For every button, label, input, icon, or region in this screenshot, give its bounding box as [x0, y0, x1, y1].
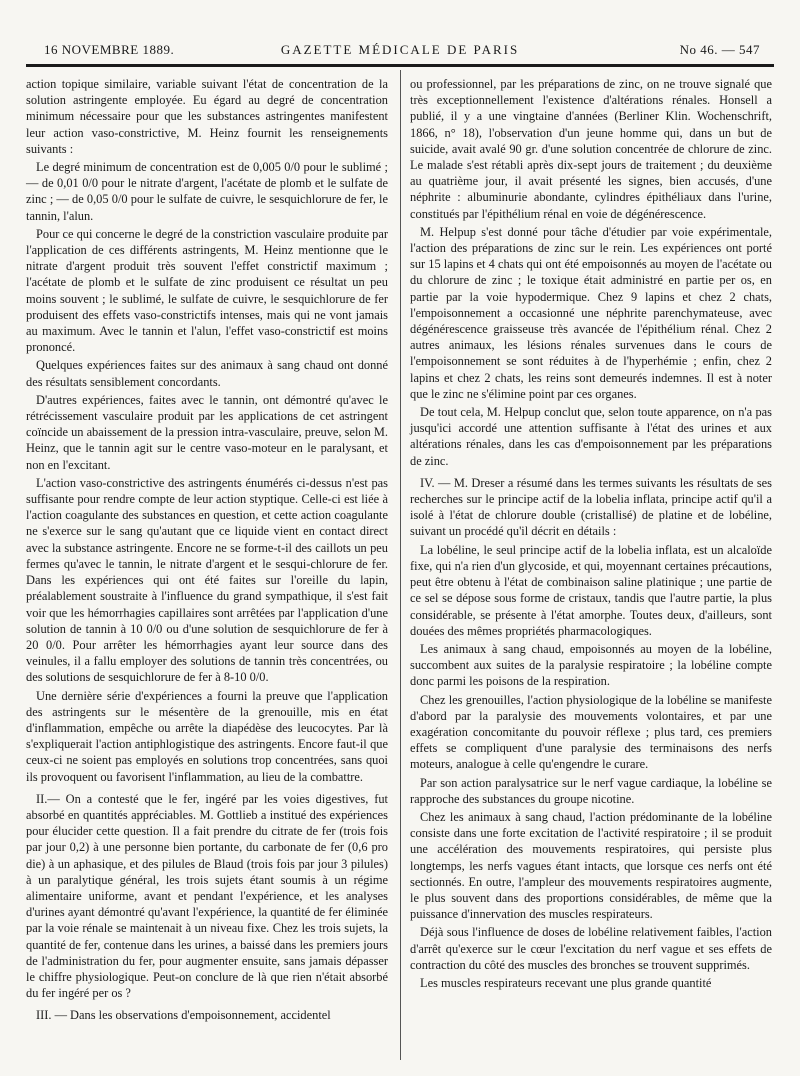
paragraph: La lobéline, le seul principe actif de la lobelia inflata, est un alcaloïde fixe, qui n'a rien d'un glycoside, et qui, moyennant certaines précautions, peut être obtenu à l'état de combinaison saline platinique ; une partie de ce sel se dépose sous forme de cristaux, tandis que l'autre partie, la plus considérable, se présente à l'état amorphe. Toutes deux, d'ailleurs, sont douées des mêmes propriétés pharmacologiques. — [410, 542, 772, 638]
paragraph: L'action vaso-constrictive des astringents énumérés ci-dessus n'est pas suffisante pour rendre compte de leur action styptique. Celle-ci est liée à l'action coagulante des substances en question, et cette action coagulante ne s'exerce sur le sang qu'autant que ce liquide vient en contact direct avec la substance astringente. Encore ne se forme-t-il des caillots un peu fermes qu'avec le tannin, le nitrate d'argent et le sesqui-chlorure de fer. Dans les expériences qui ont été faites sur l'oreille du lapin, préalablement soustraite à l'influence du grand sympathique, il s'est fait voir que les hémorrhagies capillaires sont arrêtées par l'application d'une solution de tannin à 10 0/0 ou d'une solution de sesquichlorure de fer à 20 0/0. Pour arrêter les hémorrhagies ayant leur source dans des veinules, il a fallu employer des solutions de tannin très concentrées, ou des solutions de sesquichlorure de fer à 8-10 0/0. — [26, 475, 388, 685]
page-header — [26, 42, 774, 66]
paragraph: Déjà sous l'influence de doses de lobéline relativement faibles, l'action d'arrêt qu'exerce sur le cœur l'excitation du nerf vague et ses effets de contraction du côté des muscles des bronches se trouvent supprimés. — [410, 925, 772, 972]
section-ii-paragraph: II.— On a contesté que le fer, ingéré par les voies digestives, fut absorbé en quantités appréciables. M. Gottlieb a institué des expériences pour élucider cette question. Il a fait prendre du citrate de fer (trois fois par jour 0,2) à une personne bien portante, du carbonate de fer (0,6 pro die) à un aphasique, et des pilules de Blaud (trois fois par jour 3 pilules) à un paralytique général, les trois sujets étant soumis à un régime alimentaire uniforme, avant et pendant l'expérience, et les analyses d'urines ayant démontré qu'avant l'expérience, la quantité de fer éliminée par la voie rénale se maintenait à un niveau fixe. Chez les trois sujets, la quantité de fer, contenue dans les urines, a baissé dans les premiers jours de l'administration du fer, pour augmenter ensuite, sans jamais dépasser le chiffre physiologique. Peut-on conclure de là que rien n'était absorbé du fer ingéré per os ? — [26, 791, 388, 1001]
paragraph: ou professionnel, par les préparations de zinc, on ne trouve signalé que très exceptionnellement l'existence d'altérations rénales. Honsell a publié, il y a une vingtaine d'années (Berliner Klin. Wochenschrift, 1866, n° 18), l'observation d'un jeune homme qui, dans un but de suicide, avait avalé 90 gr. d'une solution concentrée de chlorure de zinc. Le malade s'est rétabli après dix-sept jours de traitement ; du deuxième au quatrième jour, il avait présenté les signes, bien accusés, d'une néphrite : albuminurie abondante, cylindres épithéliaux dans l'urine, constitués par l'épithélium rénal en voie de dégénérescence. — [410, 77, 772, 221]
paragraph: Pour ce qui concerne le degré de la constriction vasculaire produite par l'application de ces différents astringents, M. Heinz mentionne que le nitrate d'argent produit très souvent l'effet constrictif maximum ; l'acétate de plomb et le sulfate de zinc produisent ce résultat un peu moins souvent ; le sublimé, le sulfate de cuivre, le sesquichlorure de fer produisent des effets vaso-constrictifs intenses, mais qui ne vont jamais au maximum. Avec le tannin et l'alun, l'effet vaso-constrictif est moins prononcé. — [26, 226, 388, 355]
paragraph: Une dernière série d'expériences a fourni la preuve que l'application des astringents sur le mésentère de la grenouille, mis en état d'inflammation, empêche ou arrête la diapédèse des leucocytes. Par là s'expliquerait l'action antiphlogistique des astringents. Encore faut-il que ceux-ci ne soient pas employés en solutions trop concentrées, sans quoi ils provoquent ou favorisent l'inflammation, au lieu de la combattre. — [26, 688, 388, 784]
paragraph: Quelques expériences faites sur des animaux à sang chaud ont donné des résultats sensiblement concordants. — [26, 358, 388, 389]
journal-title: GAZETTE MÉDICALE DE PARIS — [280, 42, 520, 57]
paragraph: Les animaux à sang chaud, empoisonnés au moyen de la lobéline, succombent aux suites de la paralysie respiratoire ; la lobéline compte donc parmi les poisons de la respiration. — [410, 641, 772, 689]
paragraph: Chez les grenouilles, l'action physiologique de la lobéline se manifeste d'abord par la paralysie des mouvements volontaires, et par une exagération concomitante du pouvoir réflexe ; plus tard, ces premiers effets se compliquent d'une paralysie des terminaisons des nerfs moteurs, analogue à celle qu'engendre le curare. — [410, 692, 772, 772]
header-rule — [26, 64, 774, 67]
paragraph: D'autres expériences, faites avec le tannin, ont démontré qu'avec le rétrécissement vasculaire produit par les applications de cet astringent coïncide un abaissement de la pression intra-vasculaire, preuve, selon M. Heinz, que le tannin agit sur le centre vaso-moteur en le paralysant, et non en l'excitant. — [26, 392, 388, 472]
left-column — [26, 76, 388, 1026]
paragraph: De tout cela, M. Helpup conclut que, selon toute apparence, on n'a pas jusqu'ici accordé une attention suffisante à l'état des urines et aux altérations rénales, dans les cas d'empoisonnement par les préparations de zinc. — [410, 405, 772, 468]
paragraph: M. Helpup s'est donné pour tâche d'étudier par voie expérimentale, l'action des préparations de zinc sur le rein. Les expériences ont porté sur 15 lapins et 4 chats qui ont été empoisonnés au moyen de l'acétate ou du chlorure de zinc ; le toxique était administré en partie per os, en partie par la voie hypodermique. Chez 9 lapins et chez 2 chats, l'empoisonnement a occasionné une néphrite parenchymateuse, avec dégénérescence graisseuse très avancée de l'épithélium rénal. Chez 2 autres animaux, les lésions rénales survenues dans le cours de l'empoisonnement se sont réduites à de l'hyperhémie ; enfin, chez 2 lapins et chez 2 chats, les reins sont demeurés indemnes. Il est à noter que le zinc ne s'élimine point par ces organes. — [410, 224, 772, 401]
section-iv-paragraph: IV. — M. Dreser a résumé dans les termes suivants les résultats de ses recherches sur le principe actif de la lobelia inflata, principe actif qu'il a isolé à l'état de chlorure double (cristallisé) de platine et de lobéline, suivant un procédé qu'il décrit en détails : — [410, 475, 772, 539]
paragraph: Par son action paralysatrice sur le nerf vague cardiaque, la lobéline se rapproche des substances du groupe nicotine. — [410, 775, 772, 806]
right-column — [410, 76, 772, 993]
paragraph: Chez les animaux à sang chaud, l'action prédominante de la lobéline consiste dans une forte excitation de l'activité respiratoire ; il se produit une accélération des mouvements respiratoires, qui persiste plus longtemps, les nerfs vagues étant intacts, que lorsque ces nerfs ont été sectionnés. En outre, l'ampleur des mouvements respiratoires augmente, le plus souvent dans des proportions considérables, de même que la puissance d'innervation des muscles respirateurs. — [410, 809, 772, 922]
paragraph: Les muscles respirateurs recevant une plus grande quantité — [420, 975, 712, 990]
section-iii-start: III. — Dans les observations d'empoisonnement, accidentel — [36, 1008, 331, 1023]
issue-date: 16 NOVEMBRE 1889. — [44, 42, 175, 57]
paragraph: Le degré minimum de concentration est de 0,005 0/0 pour le sublimé ; — de 0,01 0/0 pour le nitrate d'argent, l'acétate de plomb et le sulfate de zinc ; — de 0,05 0/0 pour le sulfate de cuivre, le sesquichlorure de fer, le tannin, l'alun. — [26, 160, 388, 223]
paragraph: action topique similaire, variable suivant l'état de concentration de la solution astringente employée. Eu égard au degré de concentration minimum nécessaire pour que les substances astringentes manifestent leur action vaso-constrictive, M. Heinz fournit les renseignements suivants : — [26, 77, 388, 156]
page-number: No 46. — 547 — [679, 42, 760, 57]
column-divider — [400, 70, 401, 1060]
